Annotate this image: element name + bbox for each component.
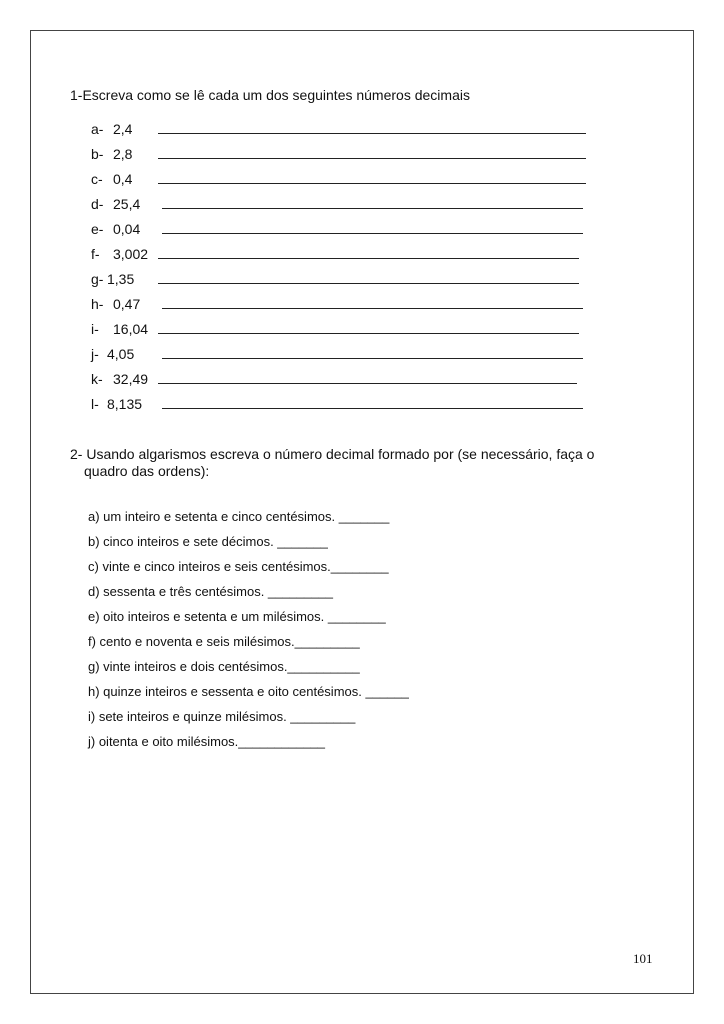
q1-item-number: 25,4 xyxy=(113,196,141,212)
q1-item-label: i- xyxy=(91,321,99,337)
answer-line-i[interactable] xyxy=(158,333,579,334)
q1-item-h xyxy=(91,296,140,312)
q1-item-g xyxy=(91,271,134,287)
q1-item-k xyxy=(91,371,148,387)
q1-item-c xyxy=(91,171,132,187)
page-number: 101 xyxy=(633,951,653,966)
q1-item-label: g- xyxy=(91,271,104,287)
question-2-title-line2: quadro das ordens): xyxy=(84,463,210,479)
q1-item-b xyxy=(91,146,132,162)
q2-item-d[interactable]: d) sessenta e três centésimos. _________ xyxy=(88,584,333,599)
q2-item-f[interactable]: f) cento e noventa e seis milésimos._________ xyxy=(88,634,360,649)
answer-line-b[interactable] xyxy=(158,158,586,159)
q1-item-number: 0,47 xyxy=(113,296,141,312)
answer-line-h[interactable] xyxy=(162,308,583,309)
q1-item-label: f- xyxy=(91,246,100,262)
q1-item-number: 3,002 xyxy=(113,246,149,262)
q2-item-i[interactable]: i) sete inteiros e quinze milésimos. _________ xyxy=(88,709,356,724)
q2-item-b[interactable]: b) cinco inteiros e sete décimos. _______ xyxy=(88,534,328,549)
q1-item-number: 4,05 xyxy=(107,346,135,362)
q1-item-label: b- xyxy=(91,146,104,162)
answer-line-d[interactable] xyxy=(162,208,583,209)
q2-item-c[interactable]: c) vinte e cinco inteiros e seis centésimos.________ xyxy=(88,559,389,574)
q1-item-label: k- xyxy=(91,371,103,387)
q1-item-number: 32,49 xyxy=(113,371,149,387)
answer-line-k[interactable] xyxy=(158,383,577,384)
q1-item-number: 2,8 xyxy=(113,146,133,162)
answer-line-c[interactable] xyxy=(158,183,586,184)
q1-item-label: a- xyxy=(91,121,104,137)
q1-item-f xyxy=(91,246,148,262)
q1-item-a xyxy=(91,121,132,137)
answer-line-f[interactable] xyxy=(158,258,579,259)
q1-item-label: j- xyxy=(91,346,99,362)
q1-item-label: c- xyxy=(91,171,103,187)
q2-item-e[interactable]: e) oito inteiros e setenta e um milésimos. ________ xyxy=(88,609,386,624)
q1-item-number: 2,4 xyxy=(113,121,133,137)
question-2-title xyxy=(70,446,650,480)
q1-item-label: d- xyxy=(91,196,104,212)
q1-item-number: 16,04 xyxy=(113,321,149,337)
q1-item-i xyxy=(91,321,148,337)
question-1-title: 1-Escreva como se lê cada um dos seguintes números decimais xyxy=(70,87,470,103)
q2-item-g[interactable]: g) vinte inteiros e dois centésimos.__________ xyxy=(88,659,360,674)
q1-item-label: h- xyxy=(91,296,104,312)
q1-item-number: 0,4 xyxy=(113,171,133,187)
answer-line-a[interactable] xyxy=(158,133,586,134)
q1-item-l xyxy=(91,396,142,412)
q1-item-number: 1,35 xyxy=(107,271,135,287)
answer-line-e[interactable] xyxy=(162,233,583,234)
q1-item-number: 8,135 xyxy=(107,396,143,412)
q1-item-label: e- xyxy=(91,221,104,237)
q2-item-a[interactable]: a) um inteiro e setenta e cinco centésimos. _______ xyxy=(88,509,390,524)
q2-item-j[interactable]: j) oitenta e oito milésimos.____________ xyxy=(88,734,326,749)
q2-item-h[interactable]: h) quinze inteiros e sessenta e oito centésimos. ______ xyxy=(88,684,409,699)
question-2-title-line1: 2- Usando algarismos escreva o número decimal formado por (se necessário, faça o xyxy=(70,446,595,462)
q1-item-number: 0,04 xyxy=(113,221,141,237)
answer-line-l[interactable] xyxy=(162,408,583,409)
q1-item-e xyxy=(91,221,140,237)
q1-item-j xyxy=(91,346,134,362)
q1-item-label: l- xyxy=(91,396,99,412)
q1-item-d xyxy=(91,196,140,212)
answer-line-j[interactable] xyxy=(162,358,583,359)
answer-line-g[interactable] xyxy=(158,283,579,284)
